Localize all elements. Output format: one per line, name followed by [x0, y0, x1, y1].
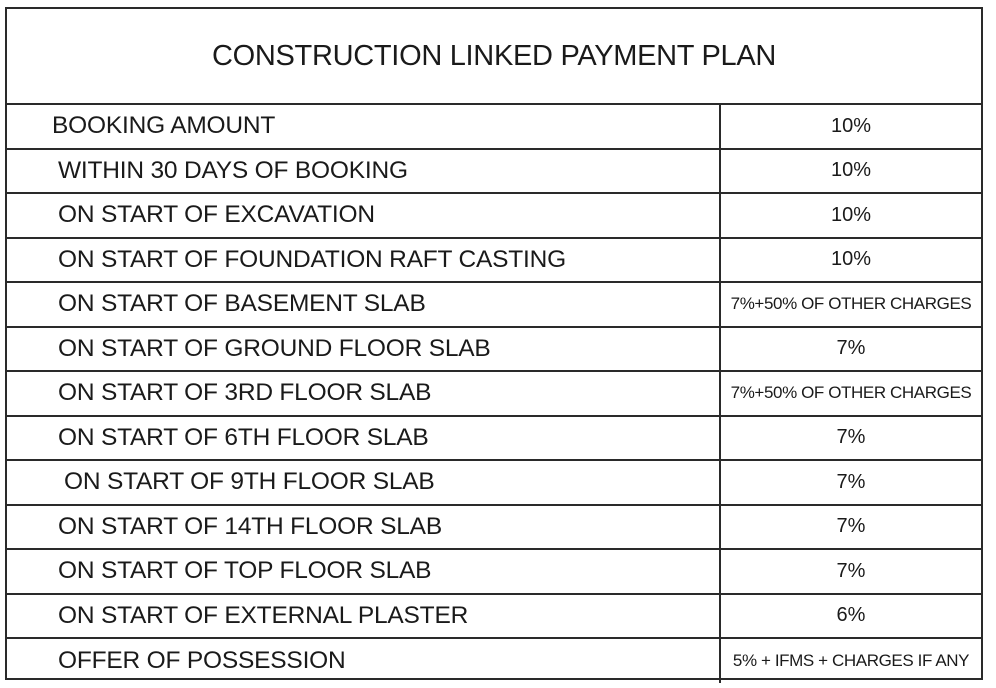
stage-cell: ON START OF 6TH FLOOR SLAB	[7, 417, 721, 460]
payment-cell: 7%+50% OF OTHER CHARGES	[730, 294, 972, 314]
table-row	[7, 328, 981, 373]
table-title: CONSTRUCTION LINKED PAYMENT PLAN	[7, 9, 981, 105]
payment-cell: 10%	[830, 248, 872, 271]
stage-cell: ON START OF EXTERNAL PLASTER	[7, 595, 721, 638]
table-row	[7, 105, 981, 150]
table-row	[7, 461, 981, 506]
table-row	[7, 372, 981, 417]
stage-cell: ON START OF BASEMENT SLAB	[7, 283, 721, 326]
payment-cell: 10%	[830, 203, 872, 226]
table-row	[7, 283, 981, 328]
payment-cell: 5% + IFMS + CHARGES IF ANY	[732, 651, 970, 670]
table-row	[7, 194, 981, 239]
payment-cell: 7%	[836, 559, 866, 582]
stage-cell: ON START OF 9TH FLOOR SLAB	[7, 461, 721, 504]
table-row	[7, 639, 981, 683]
stage-cell: ON START OF TOP FLOOR SLAB	[7, 550, 721, 593]
table-row	[7, 239, 981, 284]
stage-cell: WITHIN 30 DAYS OF BOOKING	[7, 150, 721, 193]
payment-cell: 10%	[830, 114, 872, 137]
payment-cell: 7%	[836, 426, 866, 449]
stage-cell: OFFER OF POSSESSION	[7, 639, 721, 683]
payment-plan-table	[5, 7, 983, 680]
stage-cell: ON START OF FOUNDATION RAFT CASTING	[7, 239, 721, 282]
stage-cell: ON START OF 3RD FLOOR SLAB	[7, 372, 721, 415]
stage-cell: ON START OF EXCAVATION	[7, 194, 721, 237]
stage-cell: ON START OF 14TH FLOOR SLAB	[7, 506, 721, 549]
table-row	[7, 595, 981, 640]
payment-cell: 7%+50% OF OTHER CHARGES	[730, 383, 972, 403]
table-row	[7, 550, 981, 595]
payment-cell: 7%	[836, 515, 866, 538]
stage-cell: BOOKING AMOUNT	[7, 105, 721, 148]
table-row	[7, 150, 981, 195]
payment-cell: 7%	[836, 470, 866, 493]
table-body	[7, 105, 981, 683]
payment-cell: 7%	[836, 337, 866, 360]
payment-cell: 10%	[830, 159, 872, 182]
table-row	[7, 417, 981, 462]
stage-cell: ON START OF GROUND FLOOR SLAB	[7, 328, 721, 371]
payment-cell: 6%	[836, 604, 866, 627]
table-row	[7, 506, 981, 551]
